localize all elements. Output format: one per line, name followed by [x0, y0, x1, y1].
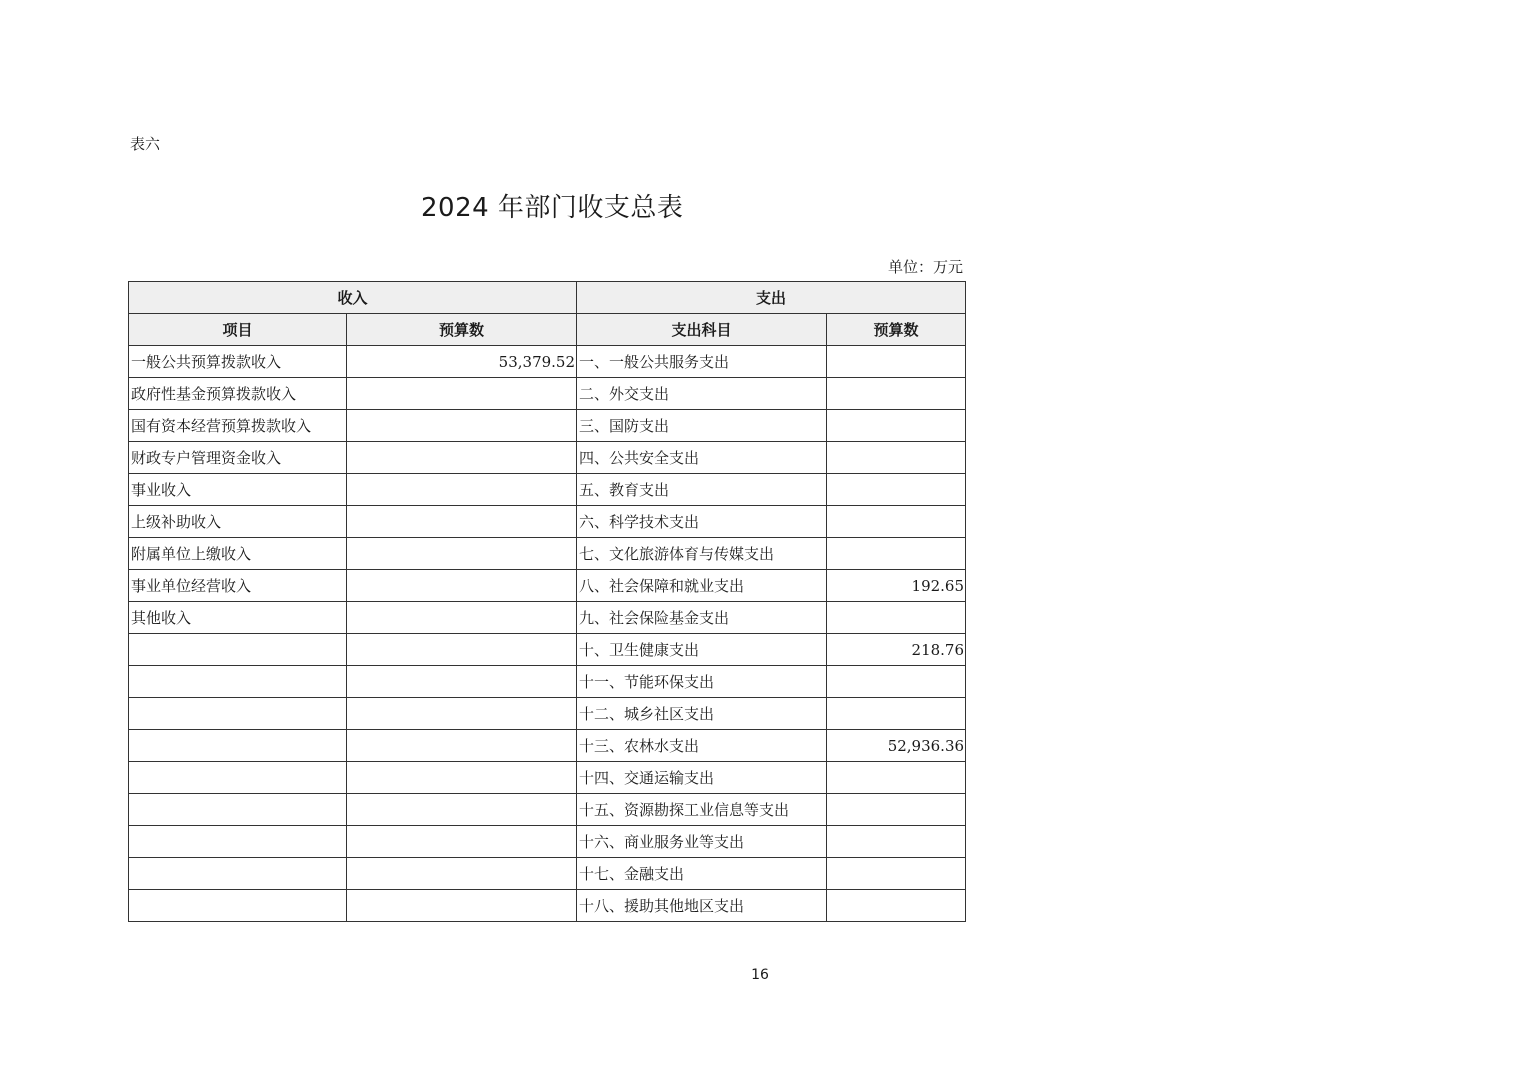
table-row	[129, 410, 966, 442]
table-row	[129, 378, 966, 410]
exp-item-cell: 八、社会保障和就业支出	[577, 570, 827, 602]
income-item-cell: 国有资本经营预算拨款收入	[129, 410, 347, 442]
exp-item-cell: 五、教育支出	[577, 474, 827, 506]
exp-amount-cell	[827, 666, 966, 698]
exp-amount-cell	[827, 346, 966, 378]
income-item-cell	[129, 762, 347, 794]
table-row	[129, 858, 966, 890]
table-row	[129, 346, 966, 378]
income-item-cell	[129, 858, 347, 890]
table-row	[129, 698, 966, 730]
header-row-columns	[129, 314, 966, 346]
income-item-cell	[129, 698, 347, 730]
table-row	[129, 794, 966, 826]
table-row	[129, 602, 966, 634]
exp-amount-cell	[827, 602, 966, 634]
income-amount-cell	[347, 762, 577, 794]
exp-amount-cell: 218.76	[827, 634, 966, 666]
income-item-cell	[129, 890, 347, 922]
exp-amount-cell	[827, 538, 966, 570]
income-item-cell: 政府性基金预算拨款收入	[129, 378, 347, 410]
table-row	[129, 826, 966, 858]
exp-item-cell: 十五、资源勘探工业信息等支出	[577, 794, 827, 826]
income-amount-cell	[347, 826, 577, 858]
table-row	[129, 634, 966, 666]
income-item-cell	[129, 634, 347, 666]
table-row	[129, 474, 966, 506]
income-item-cell: 附属单位上缴收入	[129, 538, 347, 570]
table-body	[129, 346, 966, 922]
income-amount-cell	[347, 858, 577, 890]
income-amount-cell: 53,379.52	[347, 346, 577, 378]
income-item-cell: 一般公共预算拨款收入	[129, 346, 347, 378]
exp-item-cell: 七、文化旅游体育与传媒支出	[577, 538, 827, 570]
exp-amount-cell	[827, 410, 966, 442]
income-item-cell: 财政专户管理资金收入	[129, 442, 347, 474]
exp-item-cell: 十四、交通运输支出	[577, 762, 827, 794]
exp-item-header: 支出科目	[577, 314, 827, 346]
exp-amount-cell	[827, 890, 966, 922]
exp-item-cell: 九、社会保险基金支出	[577, 602, 827, 634]
exp-amount-cell: 52,936.36	[827, 730, 966, 762]
income-amount-cell	[347, 442, 577, 474]
exp-item-cell: 一、一般公共服务支出	[577, 346, 827, 378]
exp-item-cell: 十二、城乡社区支出	[577, 698, 827, 730]
exp-item-cell: 三、国防支出	[577, 410, 827, 442]
table-row	[129, 666, 966, 698]
table-row	[129, 506, 966, 538]
exp-item-cell: 十三、农林水支出	[577, 730, 827, 762]
table-row	[129, 538, 966, 570]
exp-amount-cell	[827, 794, 966, 826]
table-row	[129, 730, 966, 762]
exp-amount-header: 预算数	[827, 314, 966, 346]
exp-amount-cell	[827, 698, 966, 730]
exp-amount-cell: 192.65	[827, 570, 966, 602]
exp-item-cell: 十六、商业服务业等支出	[577, 826, 827, 858]
exp-item-cell: 十一、节能环保支出	[577, 666, 827, 698]
income-item-cell: 事业单位经营收入	[129, 570, 347, 602]
header-row-groups	[129, 282, 966, 314]
page-title: 2024 年部门收支总表	[421, 193, 684, 223]
exp-item-cell: 十、卫生健康支出	[577, 634, 827, 666]
income-amount-cell	[347, 410, 577, 442]
exp-amount-cell	[827, 762, 966, 794]
exp-amount-cell	[827, 474, 966, 506]
income-item-header: 项目	[129, 314, 347, 346]
income-item-cell: 上级补助收入	[129, 506, 347, 538]
exp-item-cell: 六、科学技术支出	[577, 506, 827, 538]
exp-amount-cell	[827, 826, 966, 858]
income-amount-cell	[347, 602, 577, 634]
income-amount-cell	[347, 890, 577, 922]
income-amount-cell	[347, 570, 577, 602]
table-row	[129, 442, 966, 474]
income-header: 收入	[129, 282, 577, 314]
table-row	[129, 762, 966, 794]
exp-item-cell: 二、外交支出	[577, 378, 827, 410]
income-item-cell	[129, 666, 347, 698]
income-item-cell: 其他收入	[129, 602, 347, 634]
income-amount-cell	[347, 698, 577, 730]
income-item-cell	[129, 730, 347, 762]
income-amount-cell	[347, 506, 577, 538]
income-amount-cell	[347, 794, 577, 826]
income-amount-cell	[347, 666, 577, 698]
exp-amount-cell	[827, 378, 966, 410]
table-row	[129, 890, 966, 922]
income-expenditure-table	[128, 281, 966, 922]
income-amount-cell	[347, 474, 577, 506]
expenditure-header: 支出	[577, 282, 966, 314]
income-item-cell	[129, 794, 347, 826]
income-item-cell: 事业收入	[129, 474, 347, 506]
unit-label: 单位：万元	[887, 258, 963, 276]
income-item-cell	[129, 826, 347, 858]
income-amount-cell	[347, 730, 577, 762]
income-amount-cell	[347, 634, 577, 666]
table-row	[129, 570, 966, 602]
income-amount-cell	[347, 378, 577, 410]
exp-item-cell: 四、公共安全支出	[577, 442, 827, 474]
page-number: 16	[751, 967, 769, 983]
exp-amount-cell	[827, 858, 966, 890]
table-label: 表六	[130, 135, 161, 153]
exp-amount-cell	[827, 442, 966, 474]
exp-item-cell: 十七、金融支出	[577, 858, 827, 890]
income-amount-header: 预算数	[347, 314, 577, 346]
exp-item-cell: 十八、援助其他地区支出	[577, 890, 827, 922]
exp-amount-cell	[827, 506, 966, 538]
income-amount-cell	[347, 538, 577, 570]
